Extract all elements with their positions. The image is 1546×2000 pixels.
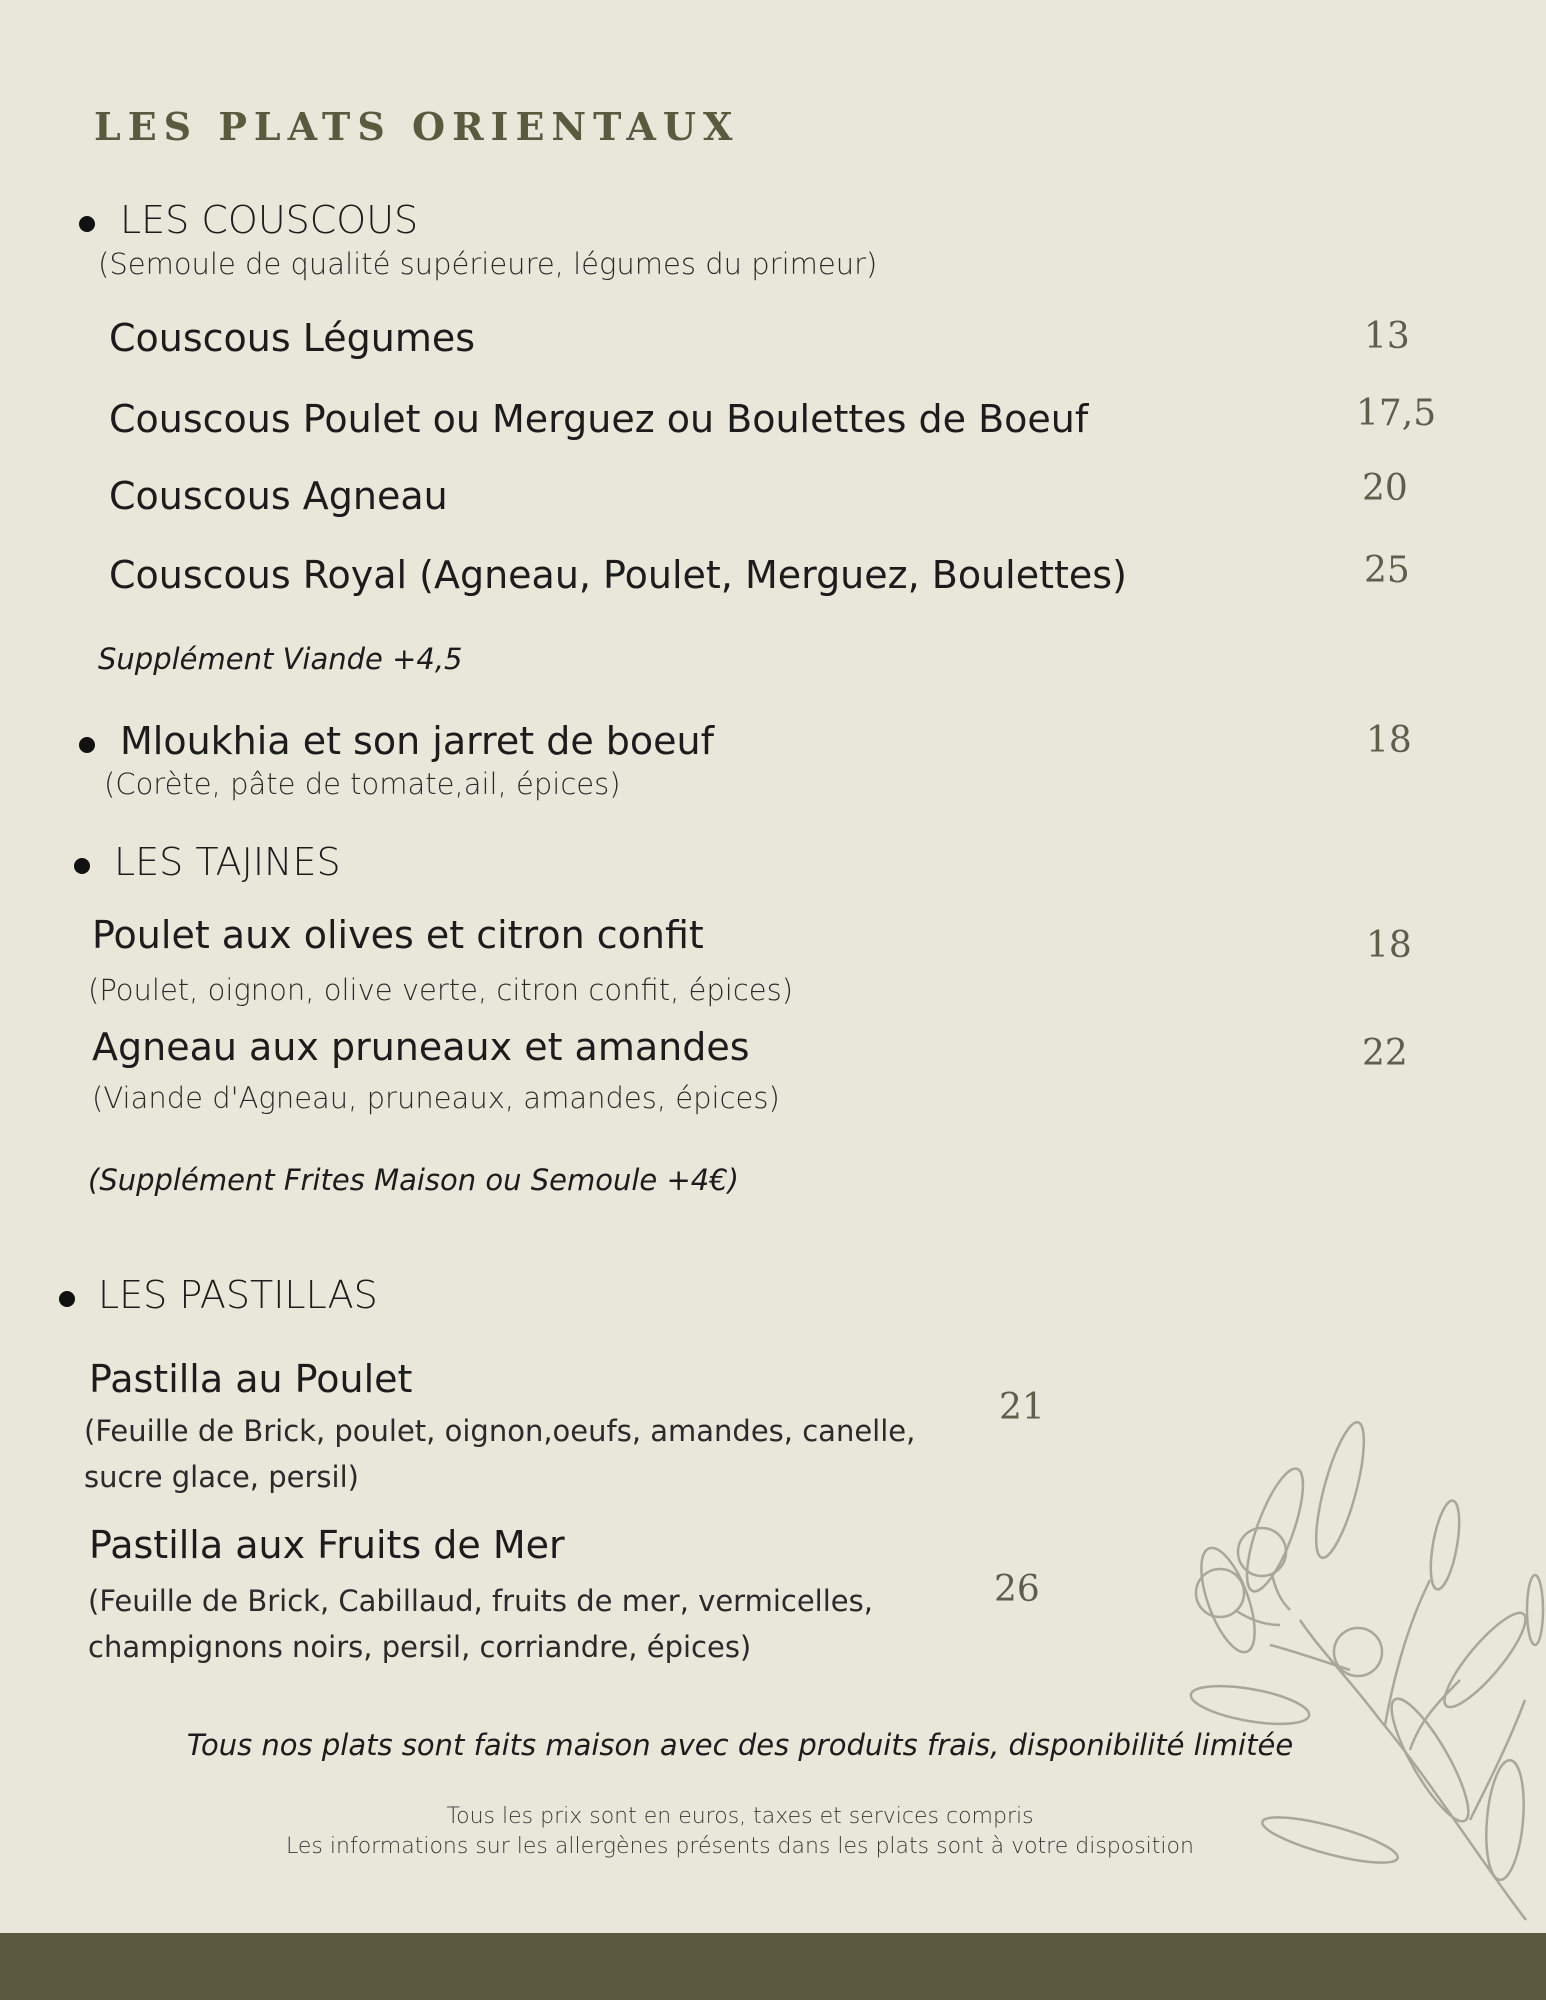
section-heading-couscous: LES COUSCOUS	[120, 198, 419, 242]
menu-item-price: 18	[1366, 925, 1412, 966]
menu-item-name: Poulet aux olives et citron confit	[92, 913, 704, 957]
menu-item-name: Pastilla aux Fruits de Mer	[89, 1523, 565, 1567]
bullet-icon	[79, 216, 95, 232]
menu-item-name: Couscous Agneau	[109, 474, 448, 518]
page-title: LES PLATS ORIENTAUX	[94, 104, 740, 149]
menu-item-name: Couscous Légumes	[109, 316, 476, 360]
menu-item-price: 25	[1364, 550, 1410, 591]
section-subtitle-mloukhia: (Corète, pâte de tomate,ail, épices)	[104, 767, 621, 801]
allergens-note: Les informations sur les allergènes présents dans les plats sont à votre disposition	[286, 1834, 1194, 1859]
menu-item-description: (Viande d'Agneau, pruneaux, amandes, épices)	[92, 1081, 780, 1115]
menu-item-name: Couscous Poulet ou Merguez ou Boulettes de Boeuf	[109, 397, 1089, 441]
menu-item-price: 13	[1364, 316, 1410, 357]
menu-item-price: 22	[1362, 1033, 1408, 1074]
supplement-note: Supplément Viande +4,5	[98, 642, 463, 676]
bullet-icon	[79, 737, 95, 753]
menu-item-price: 26	[994, 1569, 1040, 1610]
section-heading-mloukhia: Mloukhia et son jarret de boeuf	[120, 719, 714, 763]
bullet-icon	[74, 858, 90, 874]
menu-item-price: 18	[1366, 720, 1412, 761]
section-subtitle-couscous: (Semoule de qualité supérieure, légumes du primeur)	[98, 247, 878, 281]
bullet-icon	[59, 1291, 75, 1307]
menu-item-price: 20	[1362, 468, 1408, 509]
prices-note: Tous les prix sont en euros, taxes et services compris	[446, 1804, 1034, 1829]
menu-item-price: 17,5	[1356, 393, 1437, 434]
supplement-note: (Supplément Frites Maison ou Semoule +4€)	[88, 1163, 739, 1197]
menu-item-name: Pastilla au Poulet	[89, 1357, 413, 1401]
footer-bar	[0, 1933, 1546, 2000]
menu-item-description: (Feuille de Brick, Cabillaud, fruits de mer, vermicelles, champignons noirs, persil, corriandre, épices)	[88, 1584, 873, 1664]
menu-item-description: (Poulet, oignon, olive verte, citron confit, épices)	[88, 973, 794, 1007]
menu-item-name: Agneau aux pruneaux et amandes	[92, 1025, 750, 1069]
homemade-note: Tous nos plats sont faits maison avec des produits frais, disponibilité limitée	[186, 1728, 1294, 1762]
menu-item-name: Couscous Royal (Agneau, Poulet, Merguez, Boulettes)	[109, 553, 1127, 597]
section-heading-tajines: LES TAJINES	[114, 840, 341, 884]
menu-item-price: 21	[999, 1387, 1045, 1428]
menu-item-description: (Feuille de Brick, poulet, oignon,oeufs, amandes, canelle, sucre glace, persil)	[84, 1414, 916, 1494]
section-heading-pastillas: LES PASTILLAS	[98, 1273, 378, 1317]
